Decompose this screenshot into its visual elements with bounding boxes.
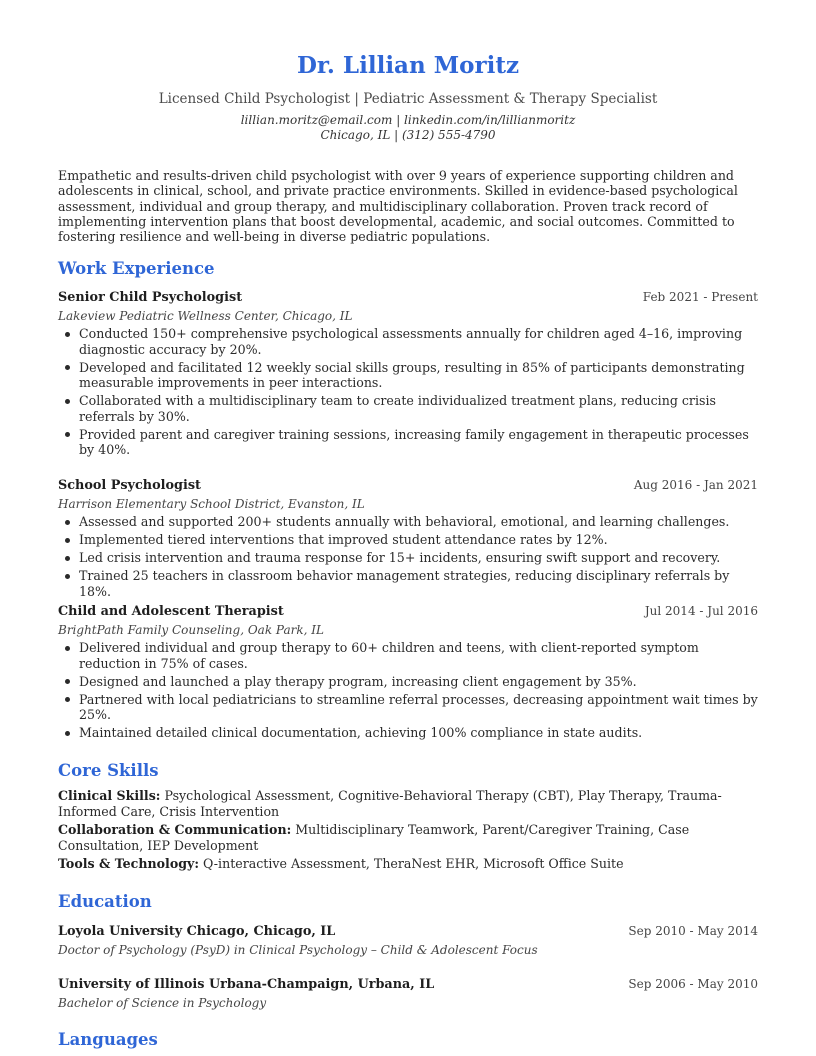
- education-section: [58, 891, 758, 913]
- education-dates: Sep 2010 - May 2014: [628, 924, 758, 938]
- job-title: Senior Child Psychologist: [58, 290, 243, 305]
- contact-location-phone: Chicago, IL | (312) 555-4790: [320, 128, 496, 142]
- education-entry: [58, 977, 758, 1011]
- job-dates: Aug 2016 - Jan 2021: [633, 478, 758, 492]
- candidate-name: Dr. Lillian Moritz: [296, 52, 520, 79]
- skill-group: [58, 788, 758, 819]
- job-bullets: [58, 326, 758, 458]
- job-bullet: Assessed and supported 200+ students annually with behavioral, emotional, and learning challenges.: [79, 514, 758, 530]
- job-company: Harrison Elementary School District, Evanston, IL: [58, 497, 365, 511]
- job-dates: Feb 2021 - Present: [642, 290, 758, 304]
- education-dates: Sep 2006 - May 2010: [628, 977, 758, 991]
- skill-group-label: Collaboration & Communication:: [58, 822, 292, 837]
- skill-group-text: Psychological Assessment, Cognitive-Behavioral Therapy (CBT), Play Therapy, Trauma-Informed Care, Crisis Intervention: [58, 788, 722, 819]
- job-bullet: Partnered with local pediatricians to streamline referral processes, decreasing appointment wait times by 25%.: [79, 691, 758, 722]
- section-title-education: Education: [58, 892, 152, 911]
- skill-group-label: Clinical Skills:: [58, 788, 161, 803]
- job-company: Lakeview Pediatric Wellness Center, Chicago, IL: [58, 309, 353, 323]
- job-bullet: Trained 25 teachers in classroom behavior management strategies, reducing disciplinary referrals by 18%.: [79, 568, 758, 599]
- section-title-work-experience: Work Experience: [58, 259, 215, 278]
- job-entry: [58, 604, 758, 743]
- job-bullet: Delivered individual and group therapy to 60+ children and teens, with client-reported symptom reduction in 75% of cases.: [79, 640, 758, 671]
- resume-header: [58, 50, 758, 143]
- section-title-languages: Languages: [58, 1030, 158, 1049]
- job-entry: [58, 290, 758, 460]
- job-bullet: Collaborated with a multidisciplinary team to create individualized treatment plans, reducing crisis referrals by 30%.: [79, 393, 758, 424]
- job-bullet: Led crisis intervention and trauma response for 15+ incidents, ensuring swift support and recovery.: [79, 550, 758, 566]
- professional-summary: Empathetic and results-driven child psychologist with over 9 years of experience supporting children and adolescents in clinical, school, and private practice environments. Skilled in evidence-based psychological assessment, individual and group therapy, and multidisciplinary collaboration. Proven track record of implementing intervention plans that boost developmental, academic, and social outcomes. Committed to fostering resilience and well-being in diverse pediatric populations.: [58, 168, 738, 245]
- skill-group-text: Multidisciplinary Teamwork, Parent/Caregiver Training, Case Consultation, IEP Development: [58, 822, 690, 853]
- education-entry: [58, 924, 758, 958]
- skill-group-text: Q-interactive Assessment, TheraNest EHR, Microsoft Office Suite: [199, 856, 624, 871]
- section-title-core-skills: Core Skills: [58, 761, 159, 780]
- job-company: BrightPath Family Counseling, Oak Park, IL: [58, 623, 324, 637]
- core-skills-section: [58, 760, 758, 875]
- job-bullets: [58, 514, 758, 599]
- candidate-tagline: Licensed Child Psychologist | Pediatric Assessment & Therapy Specialist: [158, 91, 658, 107]
- education-school: Loyola University Chicago, Chicago, IL: [58, 924, 336, 939]
- job-bullet: Provided parent and caregiver training sessions, increasing family engagement in therapeutic processes by 40%.: [79, 427, 758, 458]
- skill-group-label: Tools & Technology:: [58, 856, 200, 871]
- job-bullet: Developed and facilitated 12 weekly social skills groups, resulting in 85% of participants demonstrating measurable improvements in peer interactions.: [79, 360, 758, 391]
- skill-group: [58, 822, 758, 853]
- job-dates: Jul 2014 - Jul 2016: [644, 604, 758, 618]
- job-entry: [58, 478, 758, 602]
- education-degree: Doctor of Psychology (PsyD) in Clinical Psychology – Child & Adolescent Focus: [58, 943, 538, 957]
- skill-group: [58, 856, 758, 872]
- education-school: University of Illinois Urbana-Champaign, Urbana, IL: [58, 977, 435, 992]
- job-title: Child and Adolescent Therapist: [58, 604, 284, 619]
- languages-section: [58, 1029, 758, 1051]
- job-bullets: [58, 640, 758, 741]
- job-bullet: Designed and launched a play therapy program, increasing client engagement by 35%.: [79, 674, 758, 690]
- job-bullet: Implemented tiered interventions that improved student attendance rates by 12%.: [79, 532, 758, 548]
- job-bullet: Conducted 150+ comprehensive psychological assessments annually for children aged 4–16, improving diagnostic accuracy by 20%.: [79, 326, 758, 357]
- job-bullet: Maintained detailed clinical documentation, achieving 100% compliance in state audits.: [79, 725, 758, 741]
- work-experience-section: [58, 258, 758, 280]
- education-degree: Bachelor of Science in Psychology: [58, 996, 267, 1010]
- contact-email-linkedin: lillian.moritz@email.com | linkedin.com/in/lillianmoritz: [240, 113, 576, 127]
- job-title: School Psychologist: [58, 478, 201, 493]
